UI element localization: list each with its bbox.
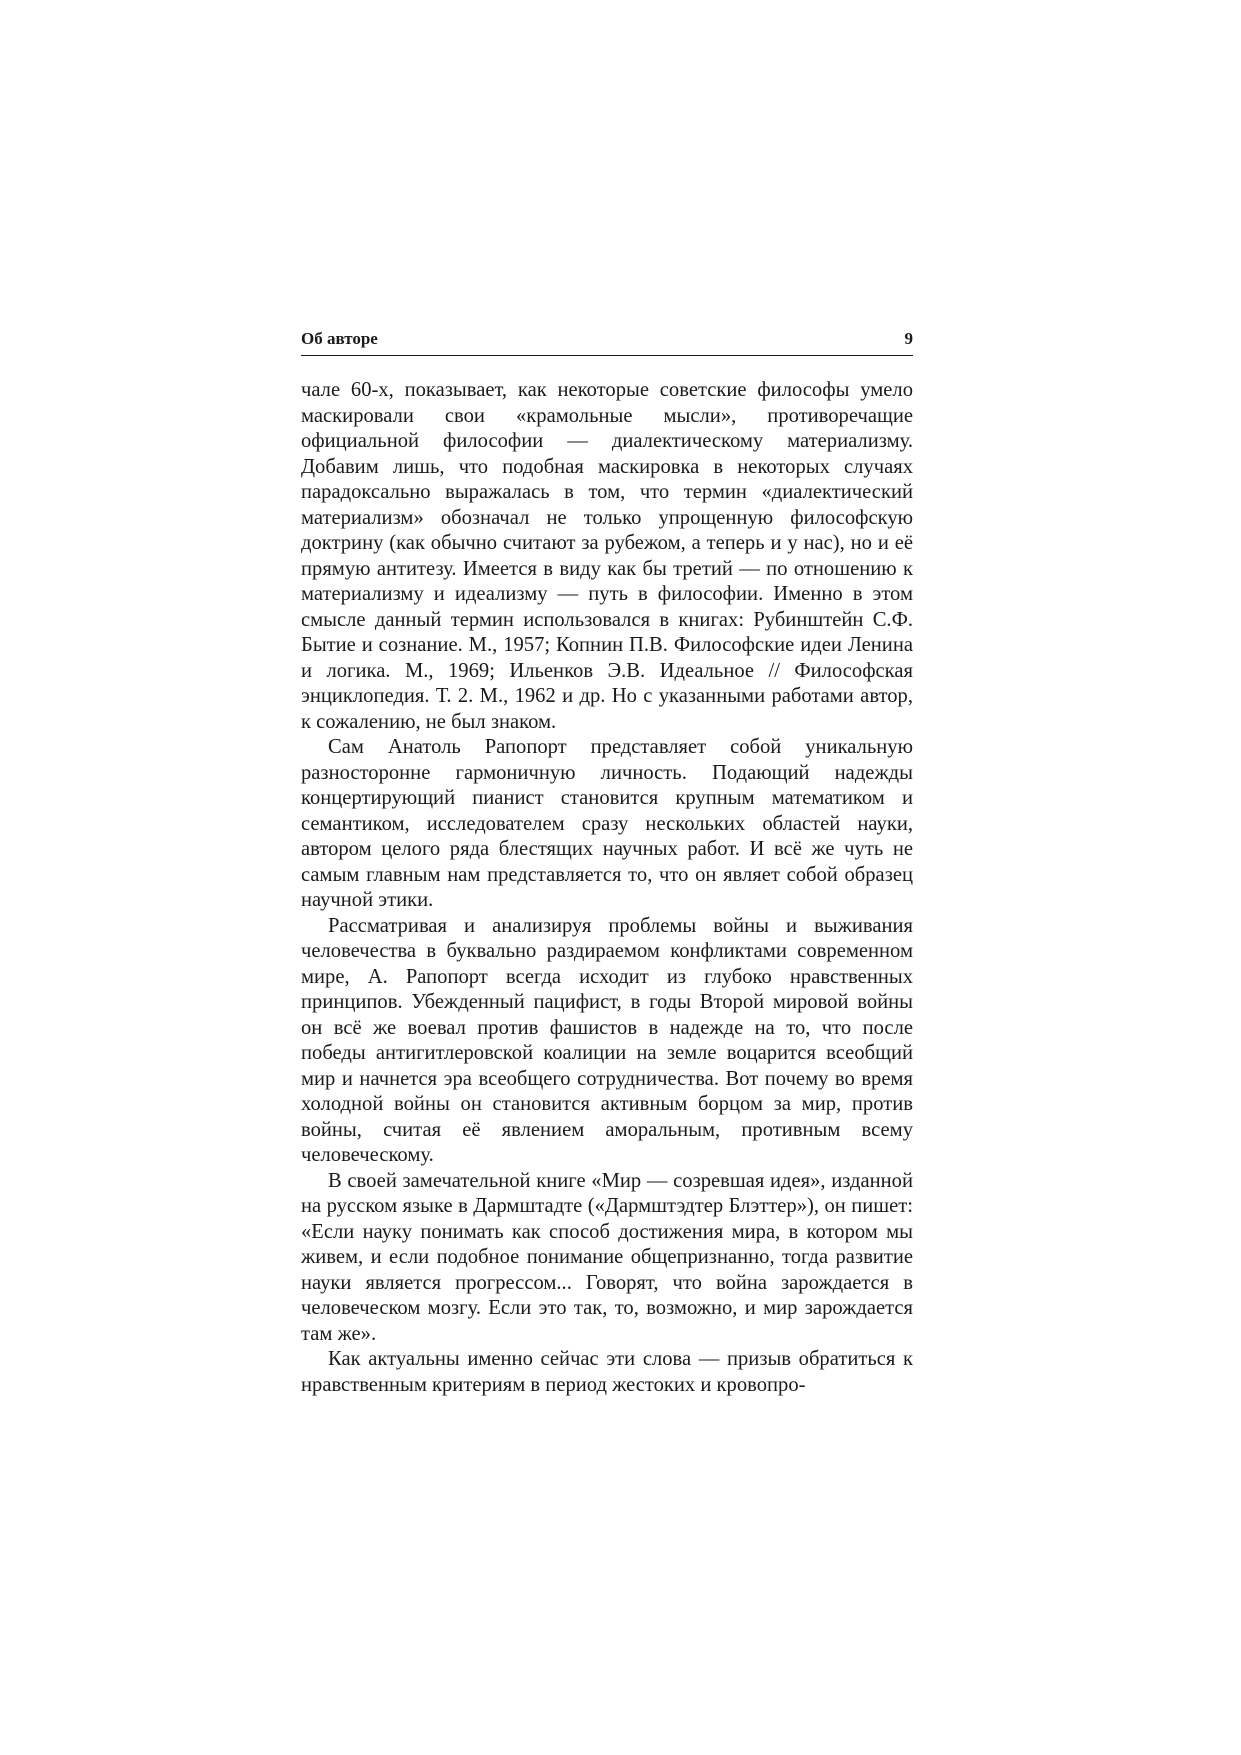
paragraph-continuation: чале 60-х, показывает, как некоторые советские философы умело маскировали свои «крамольные мысли», противоречащие официальной философии — диалектическому материализму. Добавим лишь, что подобная маскировка в некоторых случаях парадоксально выражалась в том, что термин «диалектический материализм» обозначал не только упрощенную философскую доктрину (как обычно считают за рубежом, а теперь и у нас), но и её прямую антитезу. Имеется в виду как бы третий — по отношению к материализму и идеализму — путь в философии. Именно в этом смысле данный термин использовался в книгах: Рубинштейн С.Ф. Бытие и сознание. М., 1957; Копнин П.В. Философские идеи Ленина и логика. М., 1969; Ильенков Э.В. Идеальное // Философская энциклопедия. Т. 2. М., 1962 и др. Но с указанными работами автор, к сожалению, не был знаком. bbox=[301, 379, 913, 733]
paragraph: Рассматривая и анализируя проблемы войны и выживания человечества в буквально раздираемом конфликтами современном мире, А. Рапопорт всегда исходит из глубоко нравственных принципов. Убежденный пацифист, в годы Второй мировой войны он всё же воевал против фашистов в надежде на то, что после победы антигитлеровской коалиции на земле воцарится всеобщий мир и начнется эра всеобщего сотрудничества. Вот почему во время холодной войны он становится активным борцом за мир, против войны, считая её явлением аморальным, противным всему человеческому. bbox=[301, 914, 913, 1166]
body-text bbox=[301, 378, 913, 1398]
book-page bbox=[301, 328, 913, 1398]
running-header bbox=[301, 328, 913, 356]
paragraph: Как актуальны именно сейчас эти слова — призыв обратиться к нравственным критериям в период жестоких и кровопро- bbox=[301, 1348, 913, 1396]
paragraph: В своей замечательной книге «Мир — созревшая идея», изданной на русском языке в Дармштадте («Дармштэдтер Блэттер»), он пишет: «Если науку понимать как способ достижения мира, в котором мы живем, и если подобное понимание общепризнанно, тогда развитие науки является прогрессом... Говорят, что война зарождается в человеческом мозгу. Если это так, то, возможно, и мир зарождается там же». bbox=[301, 1169, 913, 1345]
page-number: 9 bbox=[904, 329, 913, 348]
paragraph: Сам Анатоль Рапопорт представляет собой уникальную разносторонне гармоничную личность. Подающий надежды концертирующий пианист становится крупным математиком и семантиком, исследователем сразу нескольких областей науки, автором целого ряда блестящих научных работ. И всё же чуть не самым главным нам представляется то, что он являет собой образец научной этики. bbox=[301, 736, 913, 911]
section-title: Об авторе bbox=[301, 329, 378, 348]
